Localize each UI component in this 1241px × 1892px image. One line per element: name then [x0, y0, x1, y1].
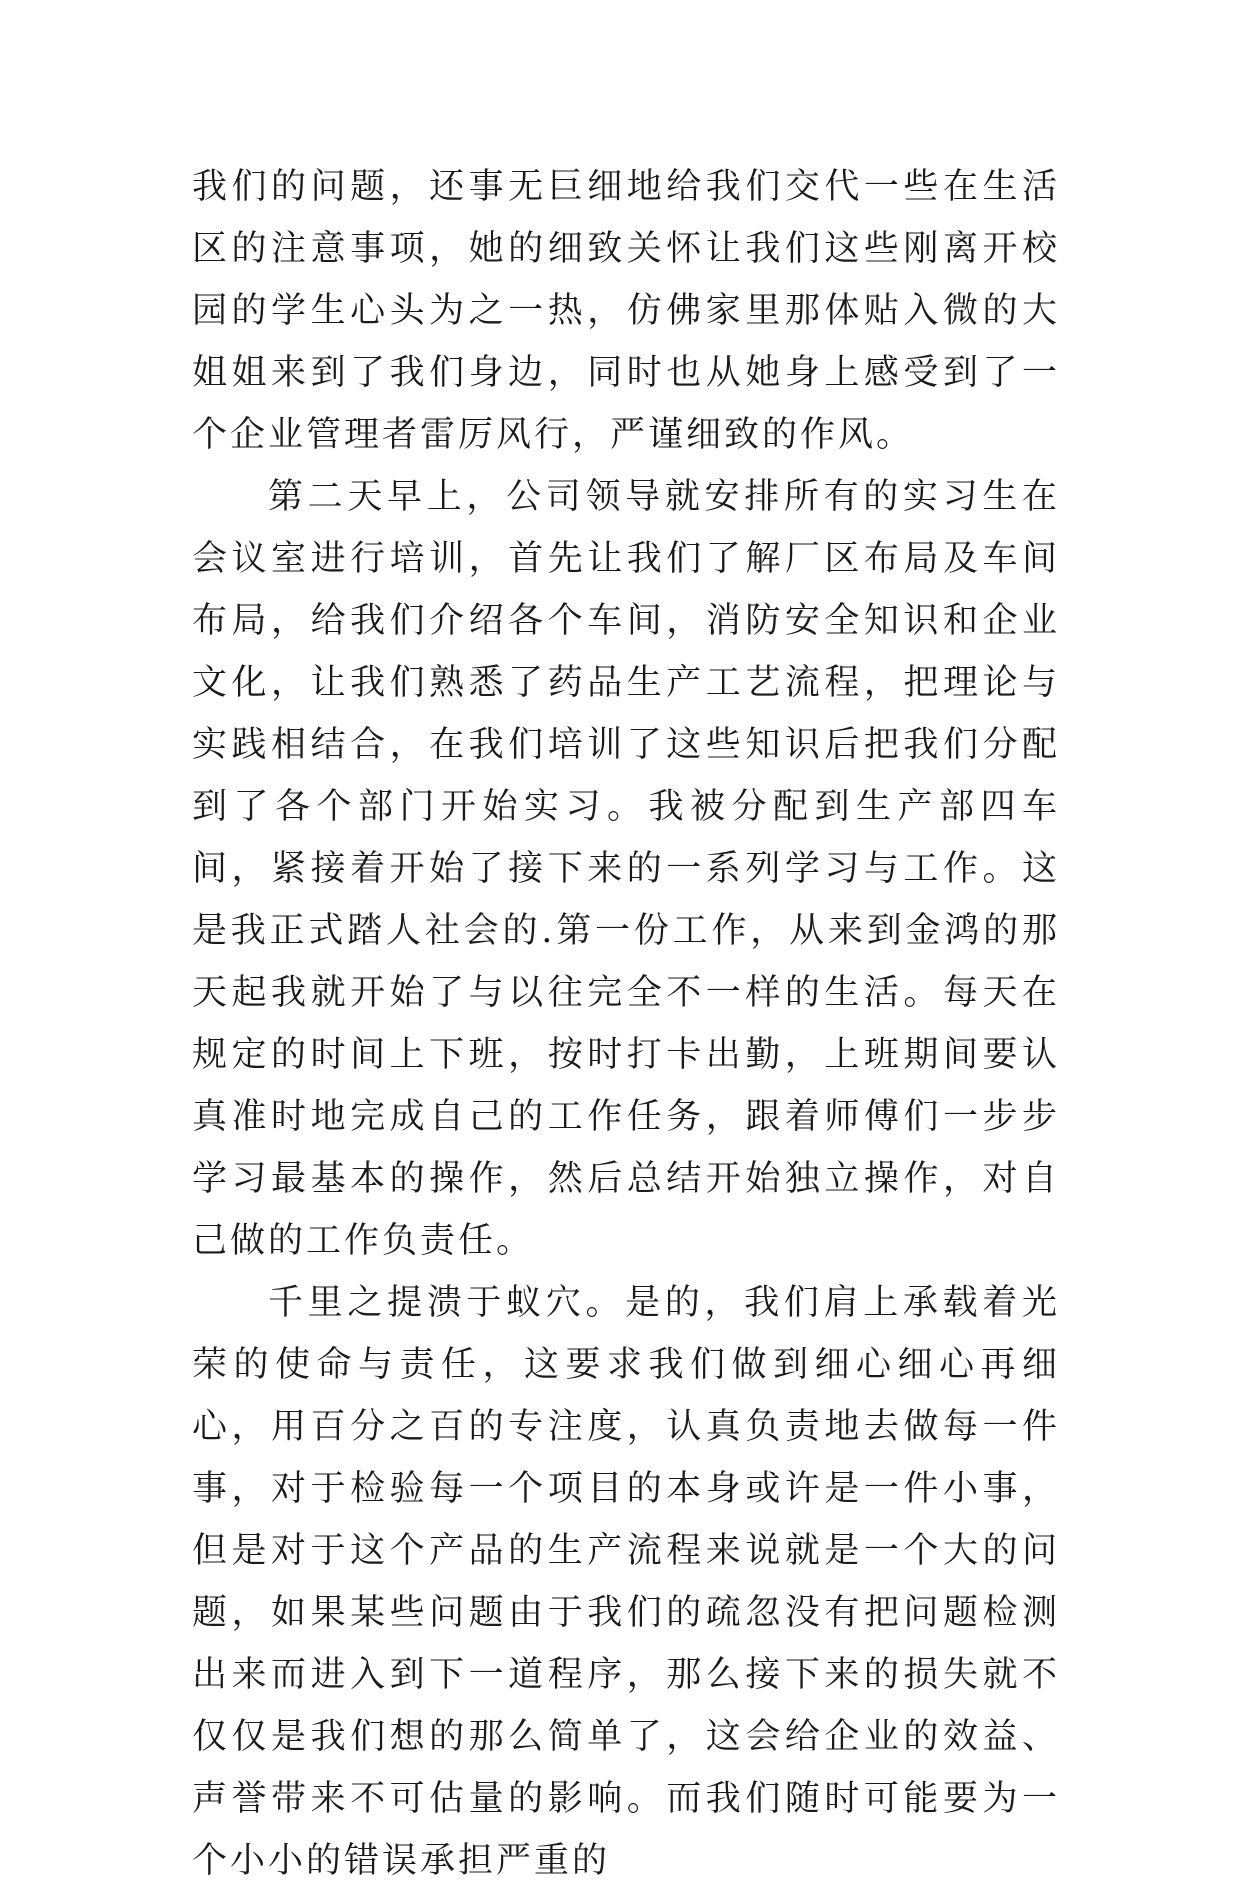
document-body — [192, 156, 1060, 1892]
paragraph-3: 千里之提溃于蚁穴。是的，我们肩上承载着光荣的使命与责任，这要求我们做到细心细心再细心，用百分之百的专注度，认真负责地去做每一件事，对于检验每一个项目的本身或许是一件小事，但是对于这个产品的生产流程来说就是一个大的问题，如果某些问题由于我们的疏忽没有把问题检测出来而进入到下一道程序，那么接下来的损失就不仅仅是我们想的那么简单了，这会给企业的效益、声誉带来不可估量的影响。而我们随时可能要为一个小小的错误承担严重的 — [192, 1283, 1060, 1881]
paragraph-2: 第二天早上，公司领导就安排所有的实习生在会议室进行培训，首先让我们了解厂区布局及车间布局，给我们介绍各个车间，消防安全知识和企业文化，让我们熟悉了药品生产工艺流程，把理论与实践相结合，在我们培训了这些知识后把我们分配到了各个部门开始实习。我被分配到生产部四车间，紧接着开始了接下来的一系列学习与工作。这是我正式踏人社会的.第一份工作，从来到金鸿的那天起我就开始了与以往完全不一样的生活。每天在规定的时间上下班，按时打卡出勤，上班期间要认真准时地完成自己的工作任务，跟着师傅们一步步学习最基本的操作，然后总结开始独立操作，对自己做的工作负责任。 — [192, 477, 1060, 1261]
paragraph-1: 我们的问题，还事无巨细地给我们交代一些在生活区的注意事项，她的细致关怀让我们这些刚离开校园的学生心头为之一热，仿佛家里那体贴入微的大姐姐来到了我们身边，同时也从她身上感受到了一个企业管理者雷厉风行，严谨细致的作风。 — [192, 167, 1060, 455]
